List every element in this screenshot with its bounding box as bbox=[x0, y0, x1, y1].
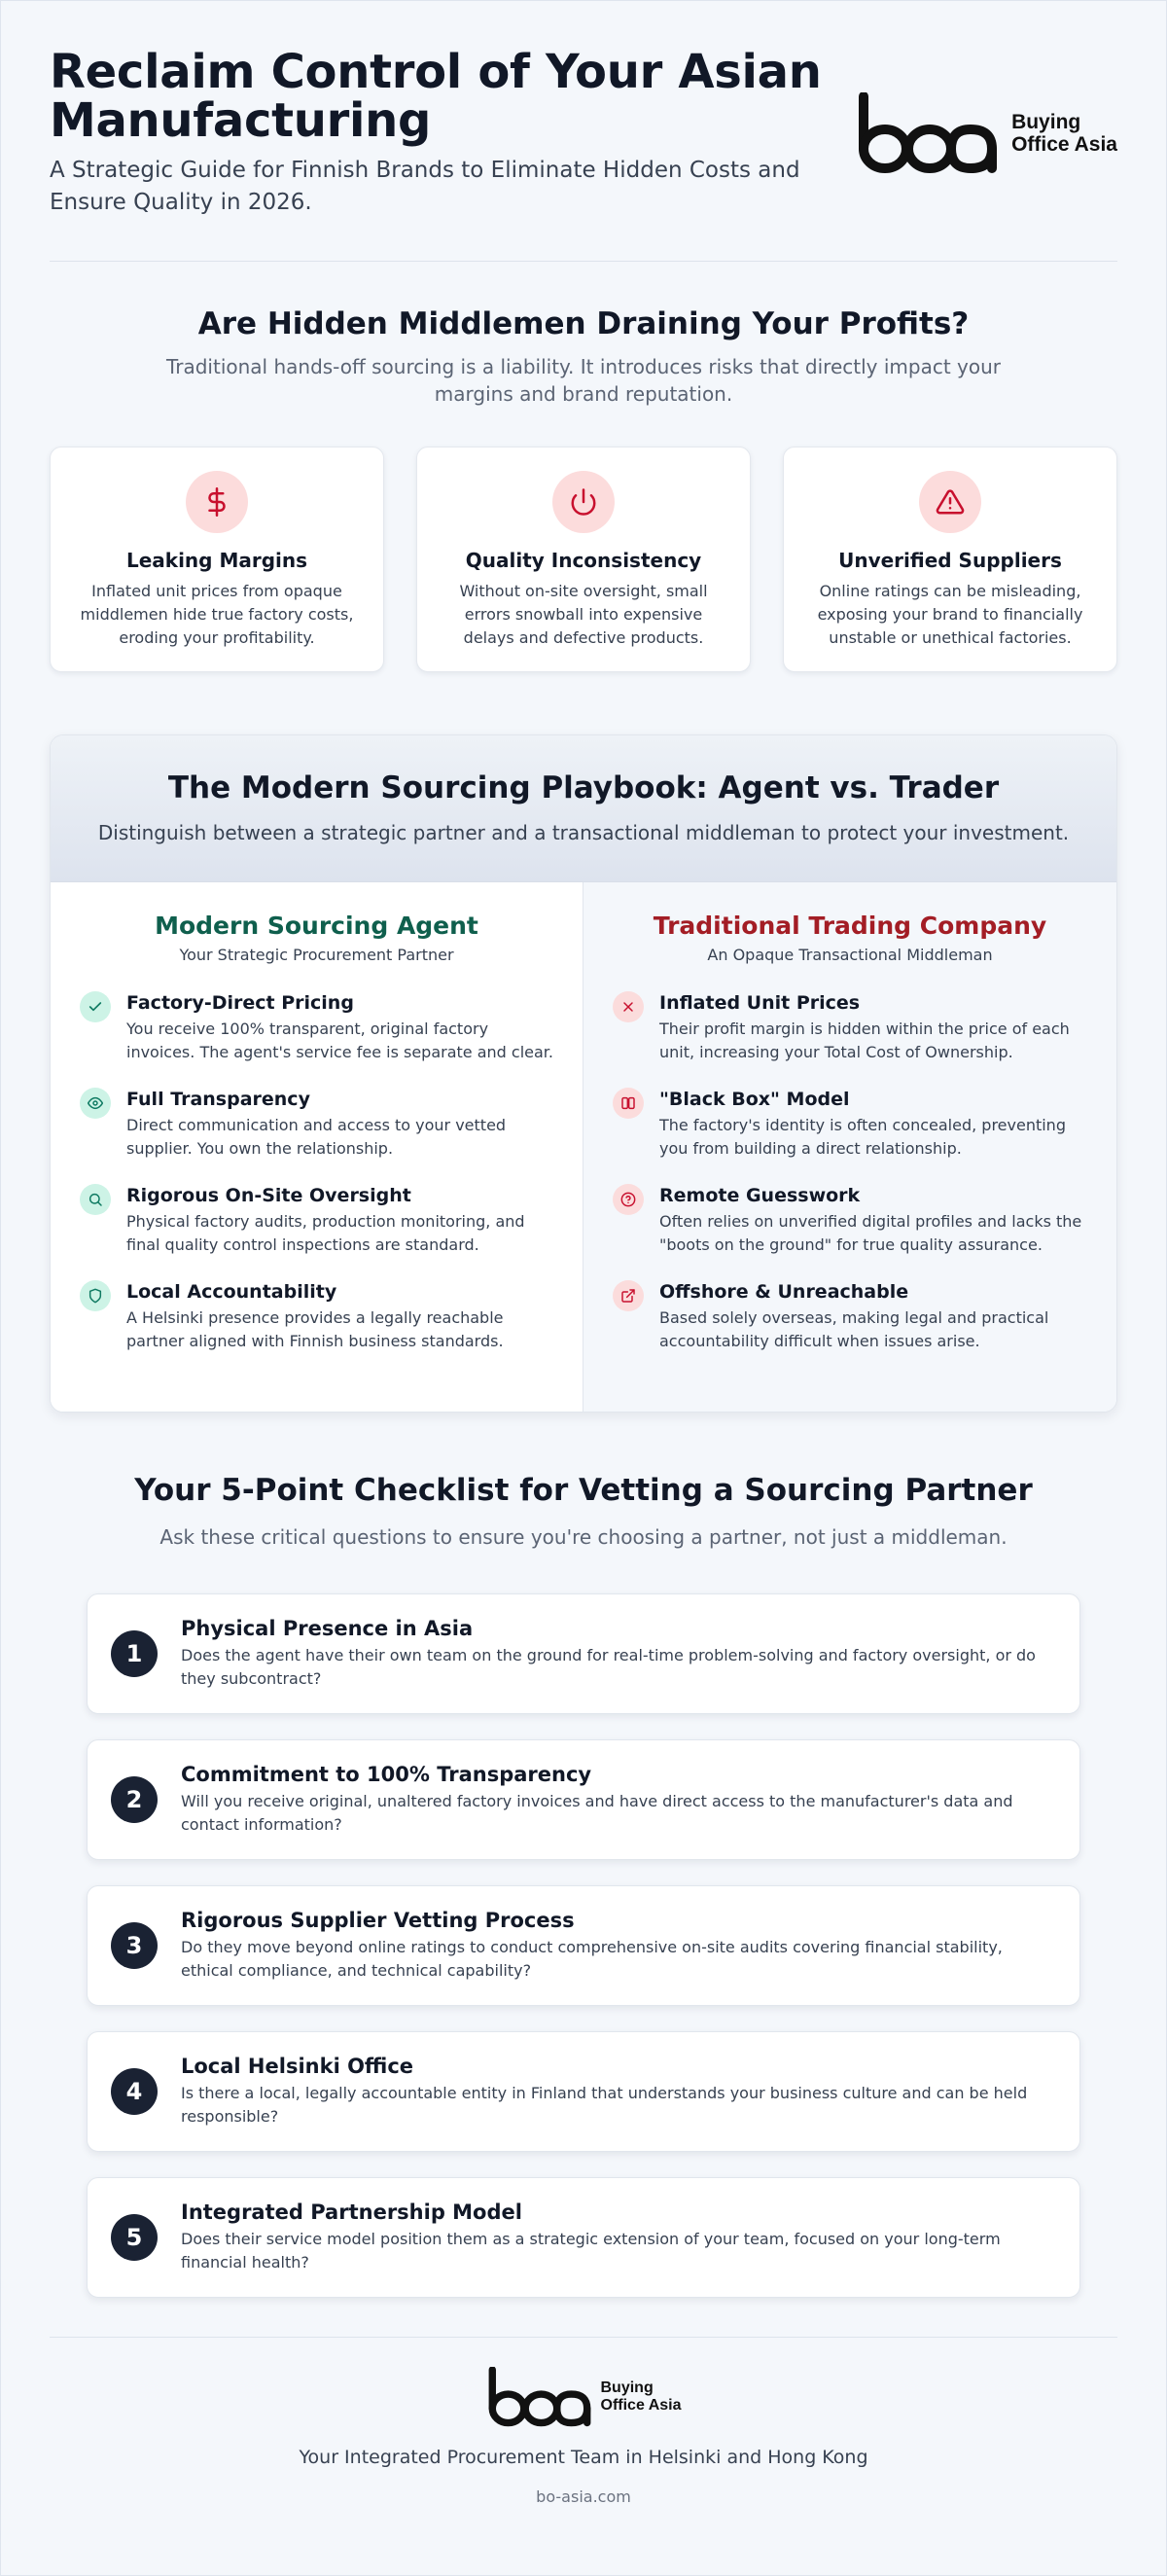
item-text: Is there a local, legally accountable entity in Finland that understands your business culture and can be held responsible? bbox=[181, 2084, 1028, 2126]
item-number: 2 bbox=[111, 1776, 158, 1823]
header-text bbox=[50, 45, 828, 219]
brand-name-line2: Office Asia bbox=[600, 2397, 682, 2414]
brand-name-line1: Buying bbox=[1011, 110, 1081, 133]
brand-name bbox=[601, 2379, 682, 2414]
item-number: 1 bbox=[111, 1630, 158, 1677]
item-title: Factory-Direct Pricing bbox=[126, 992, 354, 1014]
item-text: The factory's identity is often concealed, preventing you from building a direct relationship. bbox=[659, 1116, 1066, 1158]
agent-title: Modern Sourcing Agent bbox=[155, 912, 478, 940]
checklist-section bbox=[50, 1473, 1117, 2298]
brand-name-line1: Buying bbox=[600, 2379, 654, 2397]
external-link-icon bbox=[613, 1280, 644, 1311]
checklist-item bbox=[87, 1885, 1080, 2006]
playbook-header bbox=[51, 735, 1116, 882]
item-title: Full Transparency bbox=[126, 1089, 310, 1110]
playbook-section bbox=[50, 734, 1117, 1413]
list-item bbox=[613, 991, 1087, 1064]
item-text: Do they move beyond online ratings to conduct comprehensive on-site audits covering financial stability, ethical compliance, and technical capability? bbox=[181, 1938, 1003, 1980]
problems-section bbox=[50, 306, 1117, 672]
item-text: Direct communication and access to your vetted supplier. You own the relationship. bbox=[126, 1116, 507, 1158]
problem-card bbox=[50, 447, 384, 672]
card-text: Without on-site oversight, small errors snowball into expensive delays and defective products. bbox=[459, 582, 708, 647]
item-title: "Black Box" Model bbox=[659, 1089, 850, 1110]
card-title: Unverified Suppliers bbox=[838, 549, 1062, 572]
item-text: Does their service model position them as a strategic extension of your team, focused on your long-term financial health? bbox=[181, 2230, 1001, 2272]
list-item bbox=[613, 1280, 1087, 1353]
item-text: Often relies on unverified digital profiles and lacks the "boots on the ground" for true quality assurance. bbox=[659, 1212, 1082, 1254]
checklist bbox=[87, 1593, 1080, 2298]
checklist-item bbox=[87, 1739, 1080, 1860]
item-text: Will you receive original, unaltered factory invoices and have direct access to the manufacturer's data and contact information? bbox=[181, 1792, 1013, 1834]
check-icon bbox=[80, 991, 111, 1022]
list-item bbox=[613, 1184, 1087, 1257]
item-title: Inflated Unit Prices bbox=[659, 992, 861, 1014]
footer-logo bbox=[50, 2367, 1117, 2427]
eye-icon bbox=[80, 1088, 111, 1119]
checklist-title: Your 5-Point Checklist for Vetting a Sourcing Partner bbox=[134, 1473, 1033, 1508]
header bbox=[50, 1, 1117, 262]
boa-logo-icon bbox=[486, 2367, 593, 2427]
list-item bbox=[80, 991, 553, 1064]
item-title: Local Accountability bbox=[126, 1281, 337, 1303]
footer-tagline: Your Integrated Procurement Team in Helsinki and Hong Kong bbox=[299, 2447, 868, 2468]
item-text: A Helsinki presence provides a legally reachable partner aligned with Finnish business standards. bbox=[126, 1308, 504, 1350]
checklist-item bbox=[87, 2177, 1080, 2298]
trader-title: Traditional Trading Company bbox=[653, 912, 1047, 940]
dollar-icon bbox=[186, 471, 248, 533]
list-item bbox=[80, 1184, 553, 1257]
item-title: Offshore & Unreachable bbox=[659, 1281, 909, 1303]
problem-card bbox=[416, 447, 751, 672]
boa-logo-icon bbox=[856, 92, 1000, 174]
search-icon bbox=[80, 1184, 111, 1215]
checklist-item bbox=[87, 2031, 1080, 2152]
item-number: 5 bbox=[111, 2214, 158, 2261]
item-text: Physical factory audits, production monitoring, and final quality control inspections are standard. bbox=[126, 1212, 525, 1254]
item-text: Does the agent have their own team on the ground for real-time problem-solving and factory oversight, or do they subcontract? bbox=[181, 1646, 1036, 1688]
brand-name bbox=[1011, 111, 1117, 156]
card-title: Leaking Margins bbox=[125, 549, 308, 572]
item-title: Local Helsinki Office bbox=[181, 2055, 414, 2078]
x-icon bbox=[613, 991, 644, 1022]
item-title: Integrated Partnership Model bbox=[181, 2200, 522, 2224]
checklist-item bbox=[87, 1593, 1080, 1714]
footer-url[interactable]: bo-asia.com bbox=[536, 2487, 631, 2506]
agent-subtitle: Your Strategic Procurement Partner bbox=[179, 946, 454, 964]
agent-column bbox=[51, 882, 584, 1413]
page-subtitle: A Strategic Guide for Finnish Brands to Eliminate Hidden Costs and Ensure Quality in 2026. bbox=[50, 158, 800, 215]
trader-subtitle: An Opaque Transactional Middleman bbox=[707, 946, 993, 964]
problems-title: Are Hidden Middlemen Draining Your Profits? bbox=[197, 306, 970, 341]
playbook-columns bbox=[51, 882, 1116, 1413]
item-text: You receive 100% transparent, original factory invoices. The agent's service fee is separate and clear. bbox=[126, 1020, 553, 1061]
list-item bbox=[80, 1280, 553, 1353]
footer bbox=[50, 2337, 1117, 2506]
item-text: Their profit margin is hidden within the price of each unit, increasing your Total Cost of Ownership. bbox=[659, 1020, 1070, 1061]
item-title: Commitment to 100% Transparency bbox=[181, 1763, 592, 1786]
item-number: 4 bbox=[111, 2068, 158, 2115]
card-text: Inflated unit prices from opaque middlemen hide true factory costs, eroding your profitability. bbox=[80, 582, 354, 647]
warning-icon bbox=[919, 471, 981, 533]
agent-list bbox=[80, 991, 553, 1353]
question-icon bbox=[613, 1184, 644, 1215]
list-item bbox=[613, 1088, 1087, 1161]
item-number: 3 bbox=[111, 1922, 158, 1969]
trader-column bbox=[584, 882, 1116, 1413]
brand-logo bbox=[856, 92, 1117, 174]
page-title: Reclaim Control of Your Asian Manufacturing bbox=[50, 45, 822, 148]
item-title: Rigorous On-Site Oversight bbox=[126, 1185, 411, 1206]
trader-list bbox=[613, 991, 1087, 1353]
problem-cards bbox=[50, 447, 1117, 672]
item-title: Rigorous Supplier Vetting Process bbox=[181, 1909, 575, 1932]
card-title: Quality Inconsistency bbox=[465, 549, 702, 572]
problem-card bbox=[783, 447, 1117, 672]
item-title: Remote Guesswork bbox=[659, 1185, 861, 1206]
shield-icon bbox=[80, 1280, 111, 1311]
list-item bbox=[80, 1088, 553, 1161]
checklist-subtitle: Ask these critical questions to ensure you're choosing a partner, not just a middleman. bbox=[159, 1525, 1008, 1549]
book-icon bbox=[613, 1088, 644, 1119]
brand-name-line2: Office Asia bbox=[1011, 133, 1117, 156]
playbook-title: The Modern Sourcing Playbook: Agent vs. Trader bbox=[167, 770, 1000, 805]
card-text: Online ratings can be misleading, exposing your brand to financially unstable or unethical factories. bbox=[817, 582, 1083, 647]
item-title: Physical Presence in Asia bbox=[181, 1617, 474, 1640]
problems-subtitle: Traditional hands-off sourcing is a liability. It introduces risks that directly impact your margins and brand reputation. bbox=[165, 355, 1002, 406]
playbook-subtitle: Distinguish between a strategic partner and a transactional middleman to protect your investment. bbox=[97, 821, 1070, 844]
power-icon bbox=[552, 471, 615, 533]
item-text: Based solely overseas, making legal and practical accountability difficult when issues arise. bbox=[659, 1308, 1049, 1350]
